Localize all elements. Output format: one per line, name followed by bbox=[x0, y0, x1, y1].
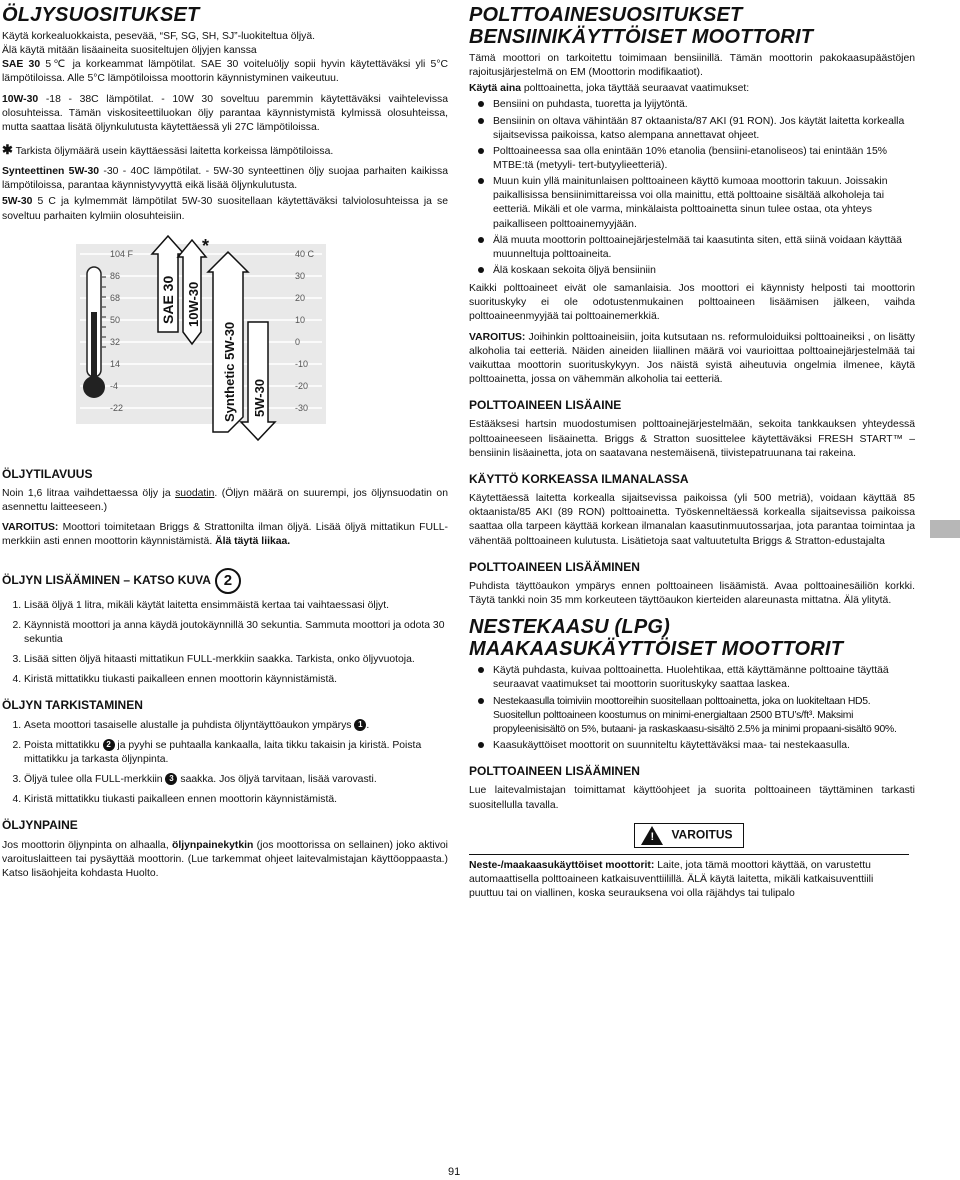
fuel-warning-paragraph bbox=[469, 331, 915, 388]
warning-label-text: VAROITUS bbox=[671, 827, 733, 842]
check-step-2-rest: ja pyyhi se puhtaalla kankaalla, laita tikku takaisin ja kiristä. Poista mittatikku ja tarkasta öljynpinta. bbox=[24, 739, 422, 765]
c-tick: 30 bbox=[295, 270, 306, 281]
asterisk-icon: ✱ bbox=[2, 141, 13, 157]
left-column bbox=[2, 0, 448, 887]
capacity-text-2: . (Öljyn määrä on suurempi, jos öljynsuodatin on asennettu laitteeseen.) bbox=[2, 488, 448, 514]
list-item: 2. Käynnistä moottori ja anna käydä joutokäynnillä 30 sekuntia. Sammuta moottori ja odota 30 sekuntia bbox=[24, 619, 448, 647]
list-item: 4. Kiristä mittatikku tiukasti paikalleen ennen moottorin käynnistämistä. bbox=[24, 793, 448, 807]
list-item: Kaasukäyttöiset moottorit on suunniteltu käytettäväksi maa- tai nestekaasulla. bbox=[493, 739, 915, 753]
c-tick: -20 bbox=[295, 380, 309, 391]
fuel-additive-heading: POLTTOAINEEN LISÄAINE bbox=[469, 398, 622, 413]
c-tick: -30 bbox=[295, 402, 309, 413]
list-item: Älä koskaan sekoita öljyä bensiiniin bbox=[493, 264, 915, 278]
oil-paragraph bbox=[2, 195, 448, 223]
list-item bbox=[24, 739, 448, 767]
lpg-adding-fuel-paragraph: Lue laitevalmistajan toimittamat käyttöohjeet ja suorita polttoaineen täyttäminen tarkasti suositellulla tavalla. bbox=[469, 785, 915, 811]
fuel-paragraph: Kaikki polttoaineet eivät ole samanlaisia. Jos moottori ei käynnisty helposti tai moottorin suorituskyky ei ole odotustenmukainen polttoaineen lisäämisen jälkeen, vaihda polttoaineenmyyjää tai polttoainemerkkiä. bbox=[469, 283, 915, 323]
gasoline-engines-title: BENSIINIKÄYTTÖISET MOOTTORIT bbox=[469, 26, 814, 48]
callout-3-icon: 3 bbox=[165, 773, 177, 785]
f-tick: 104 F bbox=[110, 248, 134, 259]
check-step-1: Aseta moottori tasaiselle alustalle ja puhdista öljyntäyttöaukon ympärys bbox=[24, 719, 352, 731]
oil-pressure-heading: ÖLJYNPAINE bbox=[2, 818, 78, 833]
high-altitude-heading: KÄYTTÖ KORKEASSA ILMANALASSA bbox=[469, 471, 689, 486]
pressure-text-b: (jos moottorissa on sellainen) joko aktivoi varoituslaitteen tai pysäyttää moottorin. (Lue tarkemmat ohjeet laitevalmistajan käyttöoppaasta.) Katso lisäohjeita kohdasta Huolto. bbox=[2, 839, 448, 879]
warning-triangle-icon: ! bbox=[641, 826, 663, 845]
check-step-3-rest: saakka. Jos öljyä tarvitaan, lisää varovasti. bbox=[177, 774, 377, 785]
oil-p3: 5℃ ja korkeammat lämpötilat. SAE 30 voiteluöljy sopii hyvin käytettäväksi yli 5°C lämpötiloissa. Alle 5°C lämpötiloissa moottorin käynnistyminen vaikeutuu. bbox=[2, 59, 448, 85]
10w30-arrow-label: 10W-30 bbox=[186, 281, 201, 327]
oil-paragraph bbox=[2, 93, 448, 135]
capacity-warning-text: Moottori toimitetaan Briggs & Strattonilta ilman öljyä. Lisää öljyä mittatikun FULL-merkkiin asti ennen moottorin käynnistämistä. bbox=[2, 522, 448, 548]
natural-gas-engines-title: MAAKAASUKÄYTTÖISET MOOTTORIT bbox=[469, 638, 844, 661]
right-column bbox=[469, 0, 915, 901]
list-item: Käytä puhdasta, kuivaa polttoainetta. Huolehtikaa, että käyttämänne polttoaine täyttää seuraavat vaatimukset tai moottorin suorituskyky saattaa laskea. bbox=[493, 664, 915, 692]
oil-p6: -30 - 40C lämpötilat. - 5W-30 synteettinen öljy suojaa parhaiten kaikissa lämpötiloissa, parantaa käynnistyvyyttä eikä lisää öljynkulutusta. bbox=[2, 166, 448, 192]
callout-1-icon: 1 bbox=[354, 719, 366, 731]
c-tick: 40 C bbox=[295, 248, 315, 259]
high-altitude-paragraph: Käytettäessä laitetta korkealla sijaitsevissa paikoissa (yli 500 metriä), voidaan käyttää 85 oktaanista/85 AKI (89 RON) polttoainetta. Työskenneltäessä korkealla sijaitsevissa paikoissa saattaa olla tarpeen käyttää korkean ilmanalan kaasutinmuutossarjaa, jota parantaa toimintaa ja vähentää polttoaineen kulutusta. Lisätietoja saat valtuutetulta Briggs & Stratton-edustajalta bbox=[469, 493, 915, 547]
adding-oil-list bbox=[2, 599, 448, 688]
warning-bold-lead: Neste-/maakaasukäyttöiset moottorit: bbox=[469, 859, 655, 871]
list-item: 1. Aseta moottori tasaiselle alustalle ja puhdista öljyntäyttöaukon ympärys 1 . bbox=[24, 719, 448, 733]
capacity-text: Noin 1,6 litraa vaihdettaessa öljy ja bbox=[2, 488, 176, 499]
warning-text bbox=[469, 854, 909, 901]
oil-p4: -18 - 38C lämpötilat. - 10W 30 soveltuu paremmin käytettäväksi vaihtelevissa olosuhteissa. Tämän viskositeettiluokan öljy parantaa käynnistymistä kylmissä olosuhteissa, mutta saattaa lisätä öljynkulutusta käytettäessä yli 27C lämpötiloissa. bbox=[2, 93, 448, 133]
warning-prefix: VAROITUS: bbox=[2, 522, 59, 534]
oil-recommendations-title: ÖLJYSUOSITUKSET bbox=[2, 4, 200, 26]
star-marker: * bbox=[202, 235, 210, 256]
callout-2-icon: 2 bbox=[103, 739, 115, 751]
warning-box bbox=[469, 823, 909, 901]
filter-underlined: suodatin bbox=[175, 488, 215, 499]
list-item bbox=[24, 773, 448, 787]
oil-p1: Käytä korkealuokkaista, pesevää, “SF, SG, SH, SJ”-luokiteltua öljyä. bbox=[2, 31, 316, 42]
c-tick: 10 bbox=[295, 314, 306, 325]
oil-capacity-heading: ÖLJYTILAVUUS bbox=[2, 466, 93, 481]
oil-paragraph bbox=[2, 44, 448, 58]
warning-body: Laite, jota tämä moottori käyttää, on varustettu automaattisella polttoaineen katkaisuventtiilillä. ÄLÄ käytä laitetta, mikäli katkaisuventtiili puuttuu tai on viallinen, koska seurauksena voi olla räjähdys tai tulipalo bbox=[469, 859, 874, 900]
synthetic-arrow-label: Synthetic 5W-30 bbox=[222, 321, 237, 422]
oil-capacity-paragraph bbox=[2, 487, 448, 515]
list-item: Bensiinin on oltava vähintään 87 oktaanista/87 AKI (91 RON). Jos käytät laitetta korkealla sijaitsevissa paikoissa, katso alempana annettavat ohjeet. bbox=[493, 115, 915, 143]
list-item: Polttoaineessa saa olla enintään 10% etanolia (bensiini-etanoliseos) tai enintään 15% MTBE:tä (metyyli- tert-butyylieetteriä). bbox=[493, 145, 915, 173]
oil-p5: Tarkista öljymäärä usein käyttäessäsi laitetta korkeissa lämpötiloissa. bbox=[15, 145, 334, 157]
5w30-label: 5W-30 bbox=[2, 196, 33, 208]
oil-capacity-warning bbox=[2, 521, 448, 549]
oil-paragraph bbox=[2, 58, 448, 86]
adding-oil-heading bbox=[2, 568, 448, 594]
f-tick: -22 bbox=[110, 402, 124, 413]
oil-paragraph bbox=[2, 30, 448, 44]
fuel-recommendations-title: POLTTOAINESUOSITUKSET bbox=[469, 4, 743, 26]
c-tick: 20 bbox=[295, 292, 306, 303]
always-use-bold: Käytä aina bbox=[469, 83, 521, 95]
pressure-switch-term: öljynpainekytkin bbox=[171, 839, 254, 851]
f-tick: 86 bbox=[110, 270, 121, 281]
lpg-adding-fuel-heading: POLTTOAINEEN LISÄÄMINEN bbox=[469, 764, 640, 779]
f-tick: 32 bbox=[110, 336, 121, 347]
oil-paragraph bbox=[2, 141, 448, 159]
c-tick: -10 bbox=[295, 358, 309, 369]
checking-oil-list bbox=[2, 719, 448, 808]
fuel-requirements-text: polttoainetta, joka täyttää seuraavat vaatimukset: bbox=[520, 83, 750, 95]
c-tick: 0 bbox=[295, 336, 301, 347]
f-tick: 50 bbox=[110, 314, 121, 325]
5w30-arrow-label: 5W-30 bbox=[252, 378, 267, 417]
list-item: 1. Lisää öljyä 1 litra, mikäli käytät laitetta ensimmäistä kertaa tai vaihtaessasi öljyt. bbox=[24, 599, 448, 613]
f-tick: 14 bbox=[110, 358, 121, 369]
section-tab-marker bbox=[930, 520, 960, 538]
warning-prefix: VAROITUS: bbox=[469, 331, 526, 343]
list-item: Älä muuta moottorin polttoainejärjestelmää tai kaasutinta siten, että siinä voidaan käyttää muunneltuja polttoaineita. bbox=[493, 234, 915, 262]
pressure-text-a: Jos moottorin öljynpinta on alhaalla, bbox=[2, 839, 172, 851]
list-item: Bensiini on puhdasta, tuoretta ja lyijytöntä. bbox=[493, 98, 915, 112]
fuel-paragraph: Tämä moottori on tarkoitettu toimimaan bensiinillä. Tämän moottorin pakokaasupäästöjen rajoitusjärjestelmä on EM (Moottorin modifikaatiot). bbox=[469, 53, 915, 79]
no-overfill-text: Älä täytä liikaa. bbox=[215, 536, 291, 548]
lpg-list bbox=[469, 664, 915, 753]
warning-header bbox=[469, 823, 909, 848]
list-item: Nestekaasulla toimiviin moottoreihin suositellaan polttoainetta, joka on luokiteltaan HD5. Suositellun polttoaineen koostumus on minimi-energialtaan 2500 BTU’s/ft³. Maksimi propyleenisisältö on 5%, butaani- ja raskaskaasu-sisältö 2.5% ja minimi propaani-sisältö 90%. bbox=[493, 695, 915, 737]
oil-pressure-paragraph bbox=[2, 839, 448, 881]
check-step-3: Öljyä tulee olla FULL-merkkiin bbox=[24, 774, 163, 785]
checking-oil-heading: ÖLJYN TARKISTAMINEN bbox=[2, 698, 143, 713]
sae30-arrow-label: SAE 30 bbox=[160, 275, 176, 324]
lpg-title: NESTEKAASU (LPG) bbox=[469, 616, 670, 639]
adding-fuel-paragraph: Puhdista täyttöaukon ympärys ennen polttoaineen lisäämistä. Avaa polttoainesäiliön korkki. Täytä tankki noin 35 mm korkeuteen täyttöaukon kierteiden alareunasta mittatna. Älä ylitytä. bbox=[469, 581, 915, 607]
figure-ref-badge: 2 bbox=[215, 568, 241, 594]
warning-label bbox=[634, 823, 743, 848]
f-tick: -4 bbox=[110, 380, 119, 391]
reformulated-fuel-text: Joihinkin polttoaineisiin, joita kutsutaan ns. reformuloiduiksi polttoaineiksi , on lisätty alkoholia tai eetteriä. Näiden aineiden liiallinen määrä voi vaurioittaa polttoainejärjestelmää tai vaikuttaa moottorin suorituskykyyn. Jos näistä syistä aiheutuvia ongelmia ilmenee, käytä polttoainetta, jossa on vähemmän alkoholia tai eetteriä. bbox=[469, 331, 915, 385]
list-item: Muun kuin yllä mainitunlaisen polttoaineen käyttö kumoaa moottorin takuun. Joissakin paikallisissa bensiinimittareissa voi olla mainittu, että polttoaine sisältää alkoholeja tai eetteriä. Mikäli et ole varma, minkälaista polttoainetta sinun tulee ostaa, ota yhteys paikalliseen polttoainemyyjään. bbox=[493, 175, 915, 232]
page-number: 91 bbox=[448, 1166, 461, 1178]
fuel-requirements-list bbox=[469, 98, 915, 278]
10w30-label: 10W-30 bbox=[2, 93, 39, 105]
fuel-paragraph bbox=[469, 82, 915, 96]
sae30-label: SAE 30 bbox=[2, 59, 41, 71]
oil-p2: Älä käytä mitään lisäaineita suositeltujen öljyjen kanssa bbox=[2, 45, 257, 57]
oil-paragraph bbox=[2, 165, 448, 193]
list-item: 3. Lisää sitten öljyä hitaasti mittatikun FULL-merkkiin saakka. Tarkista, onko öljyvuotoja. bbox=[24, 653, 448, 667]
f-tick: 68 bbox=[110, 292, 121, 303]
synthetic-label: Synteettinen 5W-30 bbox=[2, 166, 100, 178]
oil-chart-svg bbox=[2, 232, 448, 464]
fuel-additive-paragraph: Estääksesi hartsin muodostumisen polttoainejärjestelmään, sekoita tankkauksen yhteydessä polttoaineeseen lisäainetta. Briggs & Stratton suosittelee käytettäväksi FRESH START™ –bensiinin lisäainetta, jota on saatavana nestemäisenä, tiivistepatruunana tai rakeina. bbox=[469, 419, 915, 459]
adding-fuel-heading: POLTTOAINEEN LISÄÄMINEN bbox=[469, 559, 640, 574]
oil-temperature-chart bbox=[2, 232, 448, 464]
check-step-2: Poista mittatikku bbox=[24, 739, 100, 751]
list-item: 4. Kiristä mittatikku tiukasti paikalleen ennen moottorin käynnistämistä. bbox=[24, 673, 448, 687]
oil-p7: 5 C ja kylmemmät lämpötilat 5W-30 suositellaan käytettäväksi talviolosuhteissa ja se soveltuu parhaiten kylmiin olosuhteisiin. bbox=[2, 196, 448, 222]
adding-oil-title: ÖLJYN LISÄÄMINEN – KATSO KUVA bbox=[2, 572, 211, 587]
